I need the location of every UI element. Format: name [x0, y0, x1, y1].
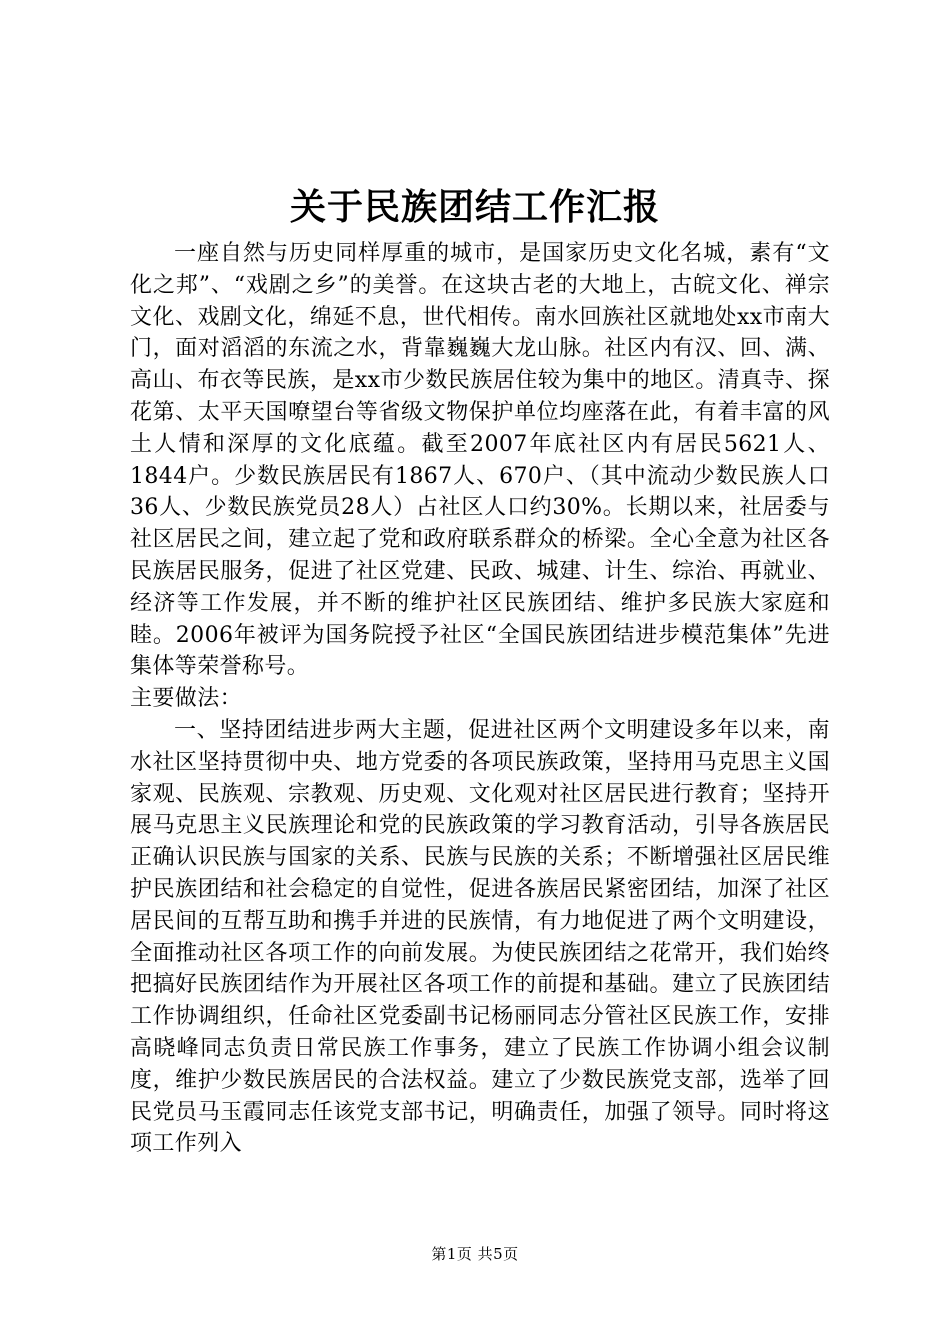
paragraph-section-one: 一、坚持团结进步两大主题，促进社区两个文明建设多年以来，南水社区坚持贯彻中央、地方党委的各项民族政策，坚持用马克思主义国家观、民族观、宗教观、历史观、文化观对社区居民进行教育；坚持开展马克思主义民族理论和党的民族政策的学习教育活动，引导各族居民正确认识民族与国家的关系、民族与民族的关系；不断增强社区居民维护民族团结和社会稳定的自觉性，促进各族居民紧密团结，加深了社区居民间的互帮互助和携手并进的民族情，有力地促进了两个文明建设，全面推动社区各项工作的向前发展。为使民族团结之花常开，我们始终把搞好民族团结作为开展社区各项工作的前提和基础。建立了民族团结工作协调组织，任命社区党委副书记杨丽同志分管社区民族工作，安排高晓峰同志负责日常民族工作事务，建立了民族工作协调小组会议制度，维护少数民族居民的合法权益。建立了少数民族党支部，选举了回民党员马玉霞同志任该党支部书记，明确责任，加强了领导。同时将这项工作列入 [130, 717, 830, 1157]
document-title: 关于民族团结工作汇报 [289, 187, 660, 228]
paragraph-intro: 一座自然与历史同样厚重的城市，是国家历史文化名城，素有“文化之邦”、“戏剧之乡”的美誉。在这块古老的大地上，古皖文化、禅宗文化、戏剧文化，绵延不息，世代相传。南水回族社区就地处xx市南大门，面对滔滔的东流之水，背靠巍巍大龙山脉。社区内有汉、回、满、高山、布衣等民族，是xx市少数民族居住较为集中的地区。清真寺、探花第、太平天国嘹望台等省级文物保护单位均座落在此，有着丰富的风土人情和深厚的文化底蕴。截至2007年底社区内有居民5621人、1844户。少数民族居民有1867人、670户、（其中流动少数民族人口36人、少数民族党员28人）占社区人口约30%。长期以来，社居委与社区居民之间，建立起了党和政府联系群众的桥梁。全心全意为社区各民族居民服务，促进了社区党建、民政、城建、计生、综治、再就业、经济等工作发展，并不断的维护社区民族团结、维护多民族大家庭和睦。2006年被评为国务院授予社区“全国民族团结进步模范集体”先进集体等荣誉称号。 [130, 241, 830, 680]
page-number-footer: 第1页 共5页 [431, 1245, 519, 1263]
paragraph-main-methods-heading: 主要做法： [130, 686, 243, 712]
document-body [130, 238, 830, 1160]
